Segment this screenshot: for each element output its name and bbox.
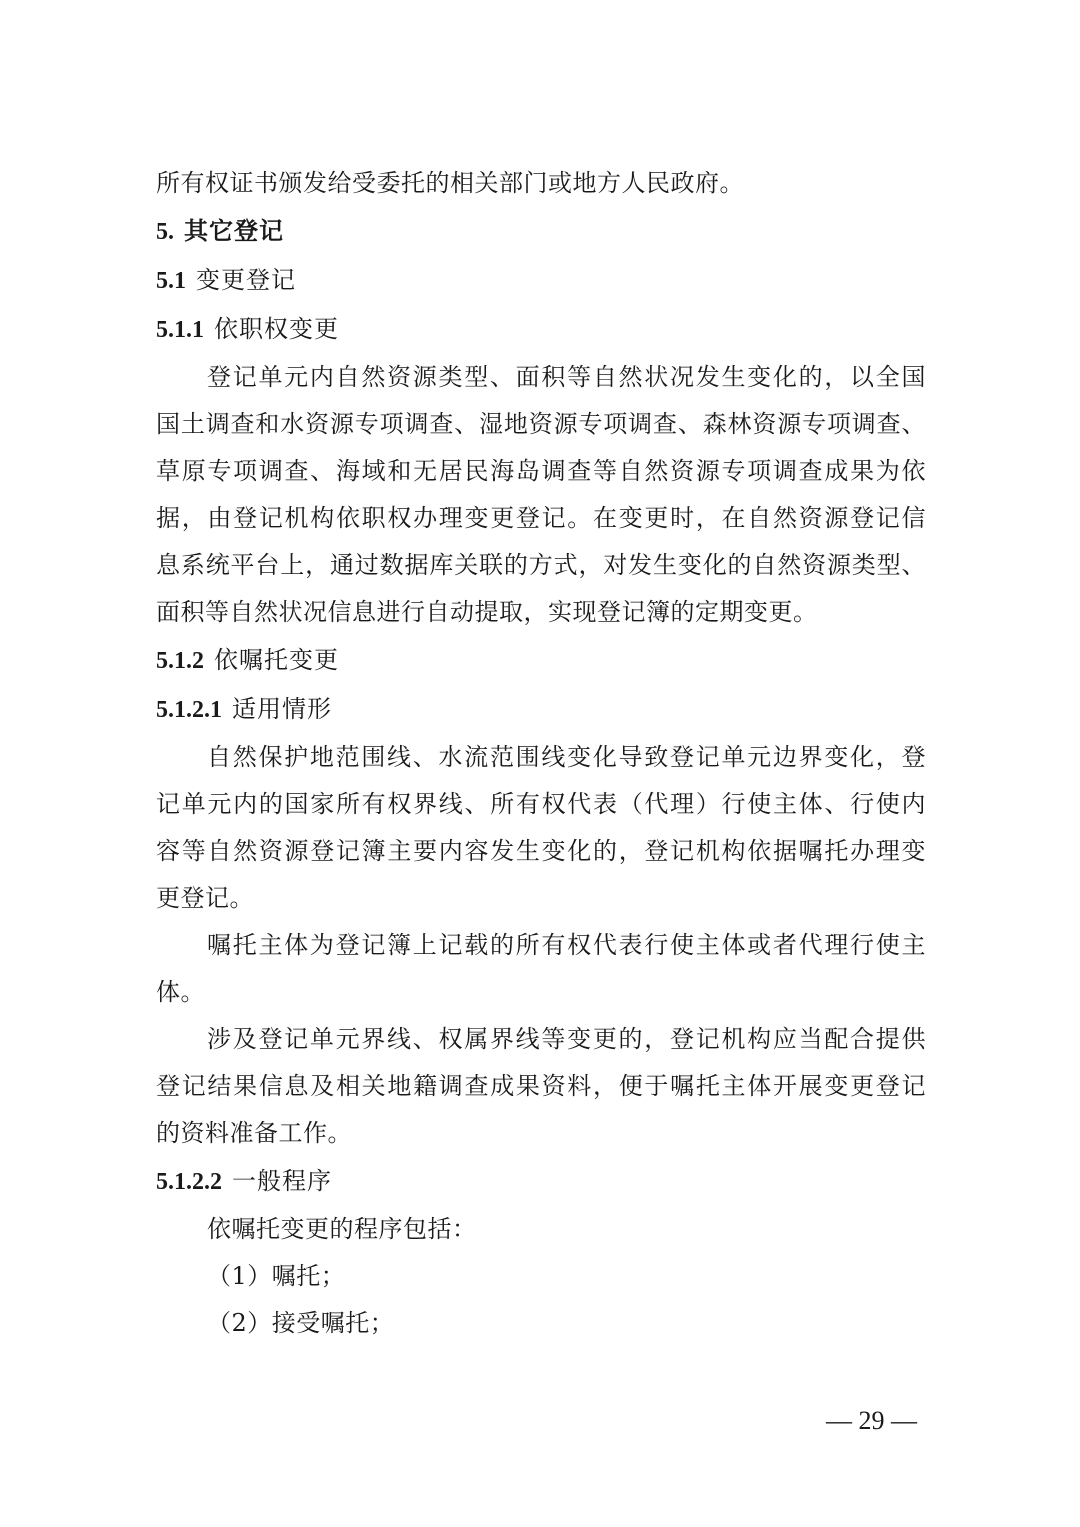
paragraph-line: 的资料准备工作。 (156, 1119, 352, 1147)
paragraph-line: 草原专项调查、海域和无居民海岛调查等自然资源专项调查成果为依 (156, 457, 926, 485)
section-number: 5.1 (156, 268, 186, 294)
section-heading-5-1-2 (156, 636, 926, 685)
section-number: 5.1.2 (156, 648, 204, 674)
paragraph-line: 据，由登记机构依职权办理变更登记。在变更时，在自然资源登记信 (156, 504, 926, 532)
section-title: 一般程序 (232, 1167, 332, 1195)
paragraph-line: 自然保护地范围线、水流范围线变化导致登记单元边界变化，登 (207, 743, 926, 771)
section-title: 依职权变更 (214, 315, 339, 343)
paragraph-line: 容等自然资源登记簿主要内容发生变化的，登记机构依据嘱托办理变 (156, 837, 926, 865)
paragraph-line: 国土调查和水资源专项调查、湿地资源专项调查、森林资源专项调查、 (156, 410, 926, 438)
section-heading-5-1-2-2 (156, 1157, 926, 1206)
section-title: 依嘱托变更 (214, 646, 339, 674)
paragraph-line: 更登记。 (156, 884, 254, 912)
section-title: 适用情形 (232, 695, 332, 723)
section-number: 5.1.2.1 (156, 697, 222, 723)
paragraph-line: 涉及登记单元界线、权属界线等变更的，登记机构应当配合提供 (207, 1025, 926, 1053)
paragraph-line: 所有权证书颁发给受委托的相关部门或地方人民政府。 (156, 169, 744, 197)
section-number: 5. (156, 219, 174, 245)
paragraph-line: 登记单元内自然资源类型、面积等自然状况发生变化的，以全国 (207, 363, 926, 391)
section-number: 5.1.1 (156, 317, 204, 343)
paragraph-line: 息系统平台上，通过数据库关联的方式，对发生变化的自然资源类型、 (156, 551, 926, 579)
paragraph-line: 依嘱托变更的程序包括： (207, 1215, 477, 1243)
section-heading-5-1-2-1 (156, 685, 926, 734)
document-body (156, 160, 926, 1347)
paragraph-line: 嘱托主体为登记簿上记载的所有权代表行使主体或者代理行使主 (207, 931, 926, 959)
section-heading-5 (156, 207, 926, 256)
list-item: （1）嘱托； (207, 1262, 346, 1290)
page-number: — 29 — (826, 1406, 917, 1435)
section-heading-5-1 (156, 256, 926, 305)
section-title: 其它登记 (184, 216, 284, 245)
paragraph-line: 体。 (156, 978, 205, 1006)
section-title: 变更登记 (196, 266, 296, 294)
section-number: 5.1.2.2 (156, 1169, 222, 1195)
section-heading-5-1-1 (156, 305, 926, 354)
paragraph-line: 面积等自然状况信息进行自动提取，实现登记簿的定期变更。 (156, 598, 818, 626)
paragraph-line: 记单元内的国家所有权界线、所有权代表（代理）行使主体、行使内 (156, 790, 926, 818)
paragraph-line: 登记结果信息及相关地籍调查成果资料，便于嘱托主体开展变更登记 (156, 1072, 926, 1100)
list-item: （2）接受嘱托； (207, 1309, 395, 1337)
